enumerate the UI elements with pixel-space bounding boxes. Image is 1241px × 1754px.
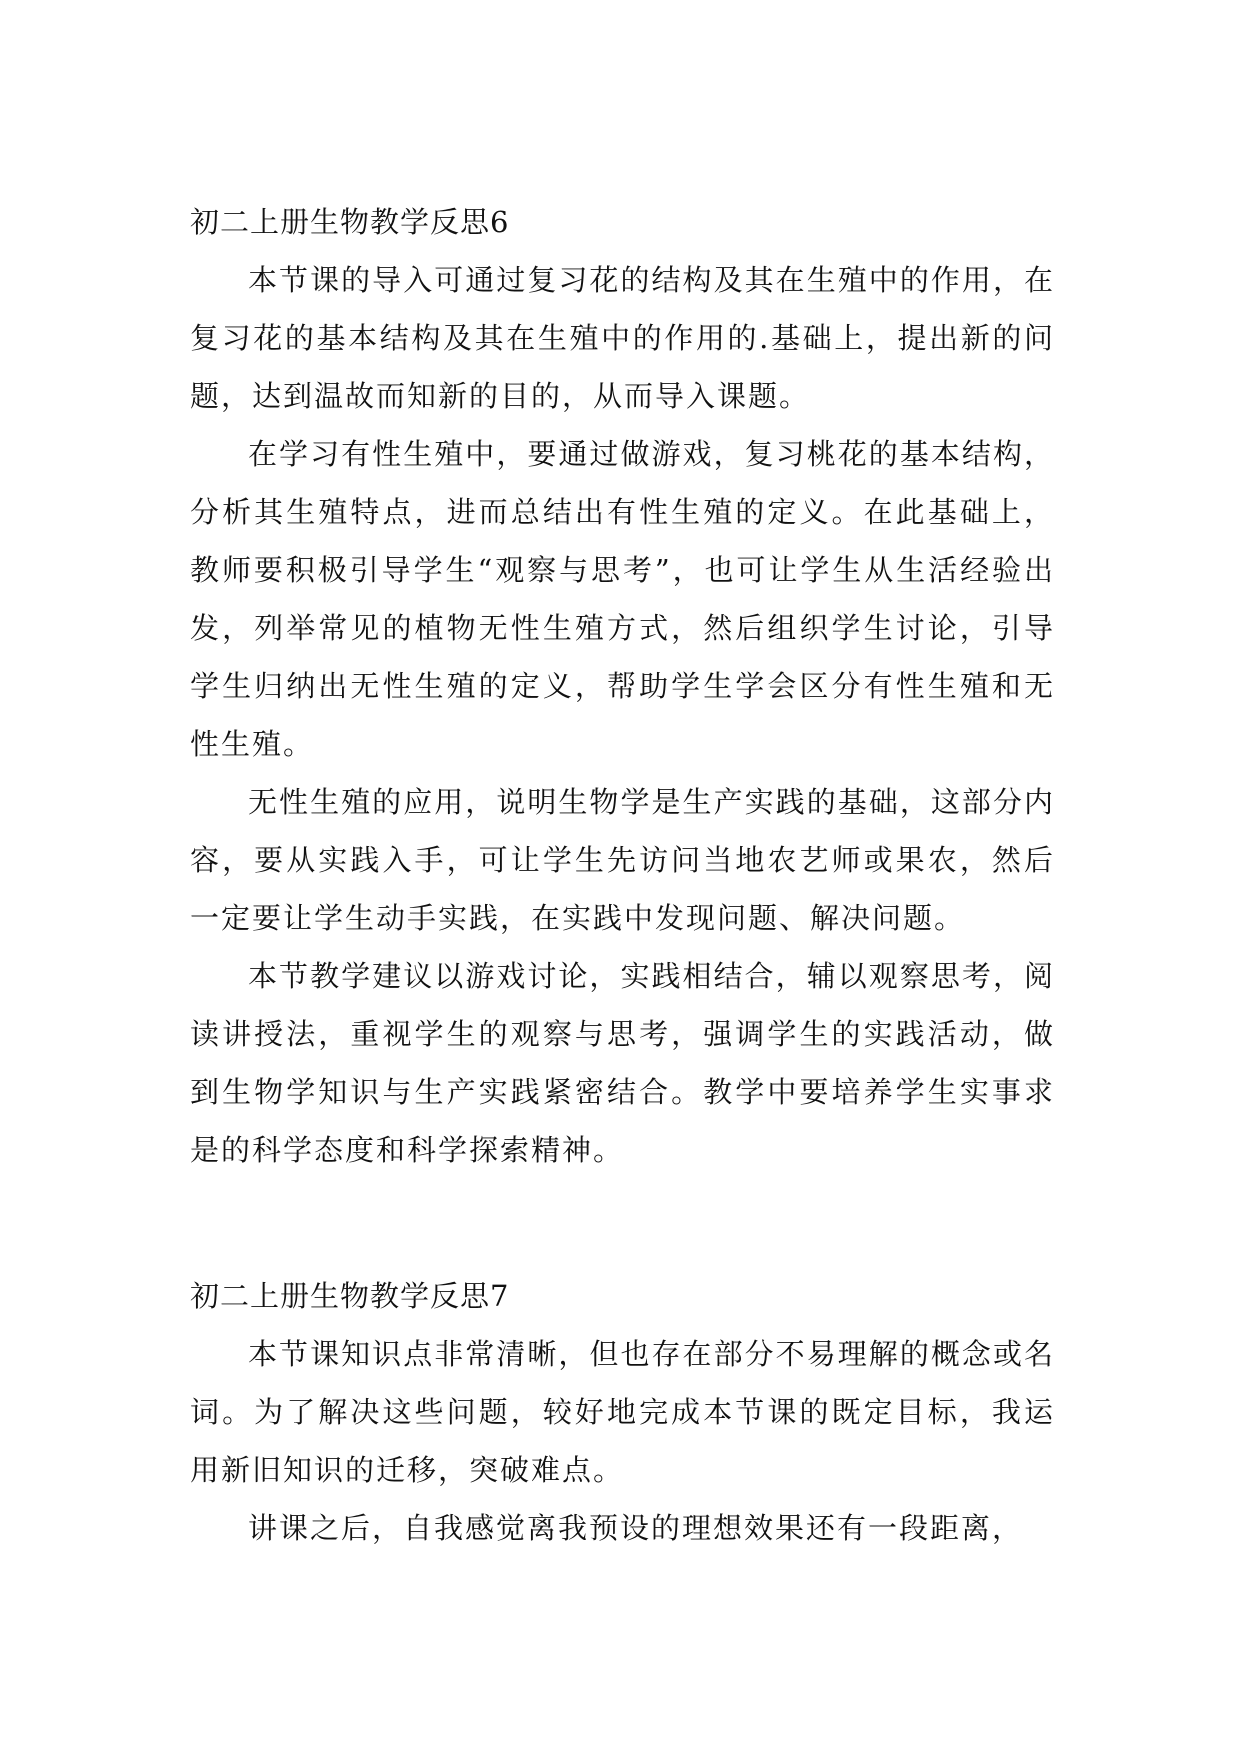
paragraph: 在学习有性生殖中，要通过做游戏，复习桃花的基本结构，分析其生殖特点，进而总结出有性生殖的定义。在此基础上，教师要积极引导学生“观察与思考”，也可让学生从生活经验出发，列举常见的植物无性生殖方式，然后组织学生讨论，引导学生归纳出无性生殖的定义，帮助学生学会区分有性生殖和无性生殖。 xyxy=(190,437,1055,761)
paragraph: 本节课知识点非常清晰，但也存在部分不易理解的概念或名词。为了解决这些问题，较好地完成本节课的既定目标，我运用新旧知识的迁移，突破难点。 xyxy=(190,1337,1055,1487)
document-page xyxy=(190,0,1055,1754)
reflection-section-6 xyxy=(190,193,1055,1179)
paragraph: 本节课的导入可通过复习花的结构及其在生殖中的作用，在复习花的基本结构及其在生殖中的作用的.基础上，提出新的问题，达到温故而知新的目的，从而导入课题。 xyxy=(190,263,1055,413)
paragraph: 讲课之后，自我感觉离我预设的理想效果还有一段距离， xyxy=(248,1511,1024,1545)
paragraph: 本节教学建议以游戏讨论，实践相结合，辅以观察思考，阅读讲授法，重视学生的观察与思考，强调学生的实践活动，做到生物学知识与生产实践紧密结合。教学中要培养学生实事求是的科学态度和科学探索精神。 xyxy=(190,959,1055,1167)
paragraph: 无性生殖的应用，说明生物学是生产实践的基础，这部分内容，要从实践入手，可让学生先访问当地农艺师或果农，然后一定要让学生动手实践，在实践中发现问题、解决问题。 xyxy=(190,785,1055,935)
section-heading: 初二上册生物教学反思7 xyxy=(190,1279,510,1313)
section-heading: 初二上册生物教学反思6 xyxy=(190,205,510,239)
reflection-section-7 xyxy=(190,1267,1055,1557)
